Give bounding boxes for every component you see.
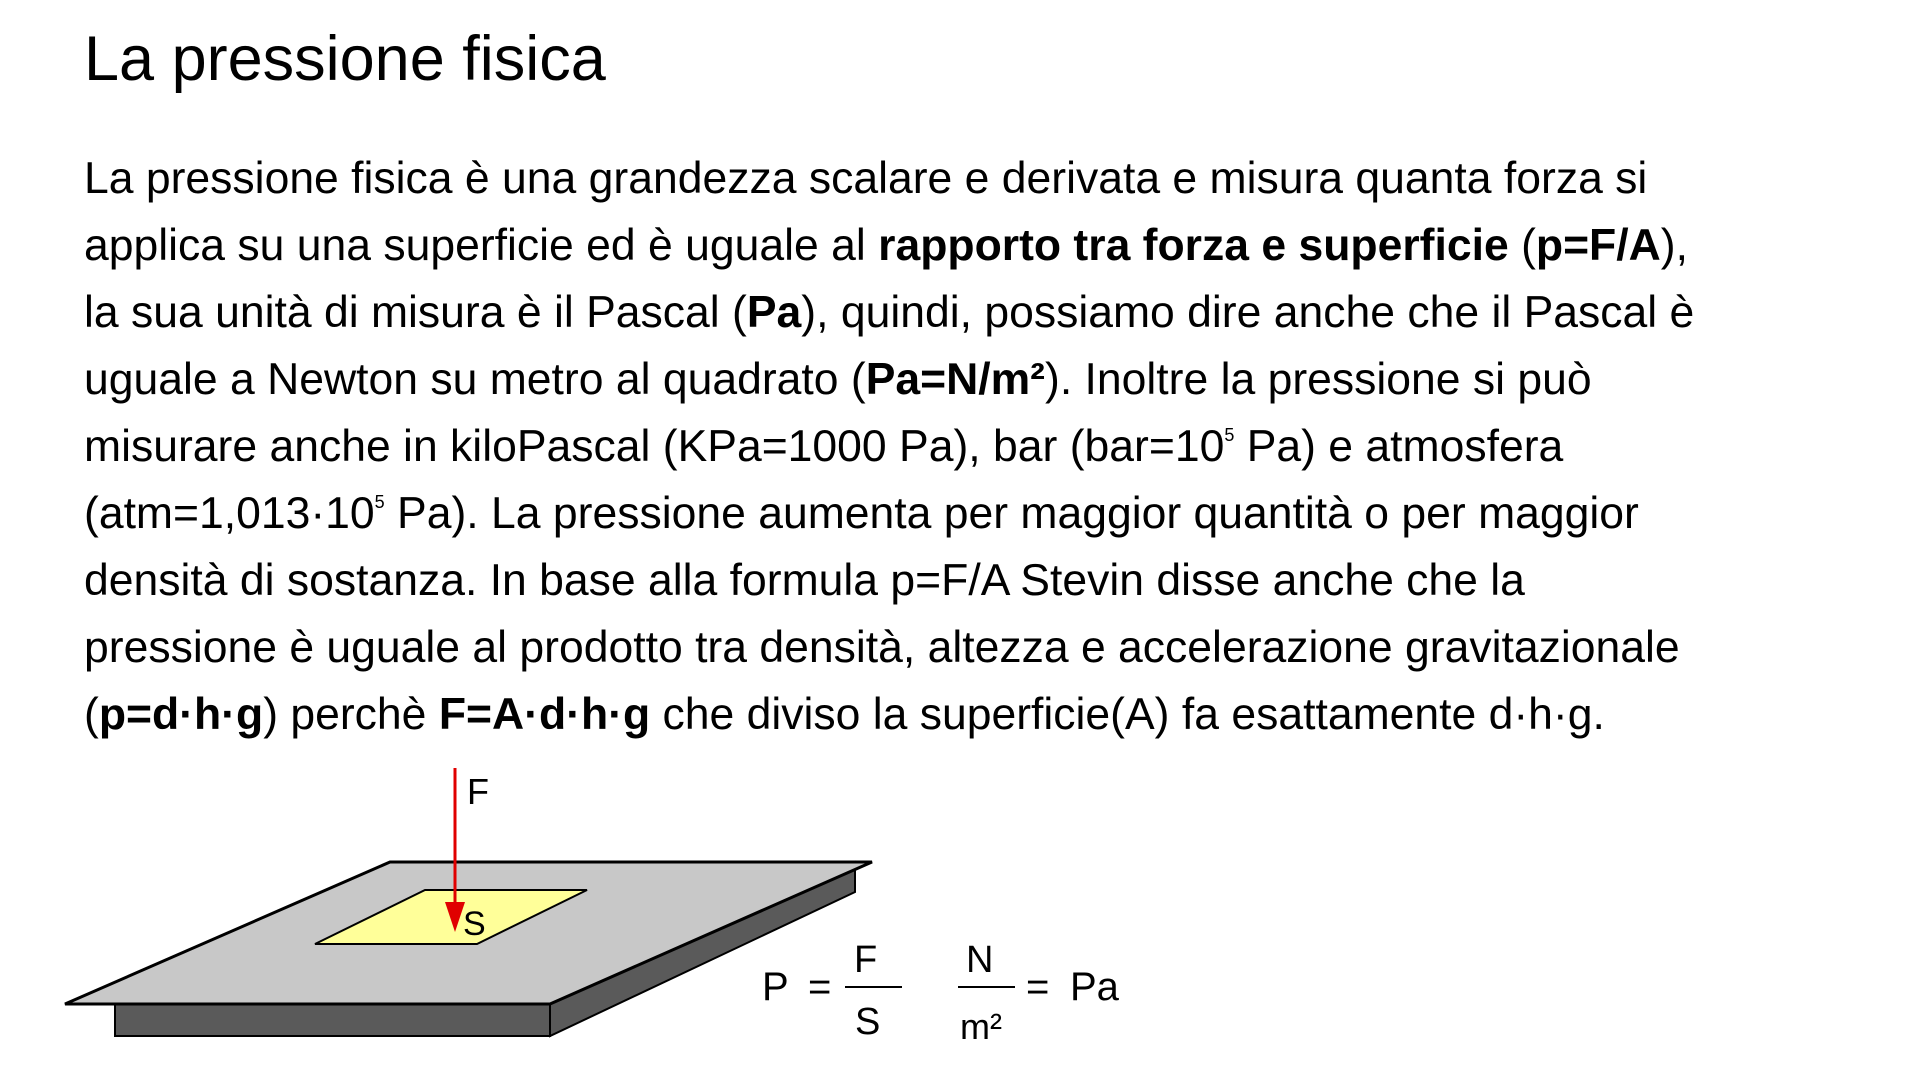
text-run: densità di sostanza. In base alla formula p=F/A Stevin disse anche che la xyxy=(84,556,1525,605)
text-run: la sua unità di misura è il Pascal ( xyxy=(84,288,747,337)
paragraph-line xyxy=(84,480,1884,547)
paragraph-line xyxy=(84,614,1884,681)
text-run: ) perchè xyxy=(263,690,439,739)
bold-text: F=A·d·h·g xyxy=(438,690,651,739)
text-run: Pa) e atmosfera xyxy=(1234,422,1564,471)
pressure-diagram-svg xyxy=(60,762,1160,1072)
bold-text: rapporto tra forza e superficie xyxy=(878,221,1509,270)
bold-text: Pa=N/m² xyxy=(865,355,1045,404)
text-run: ( xyxy=(84,690,99,739)
paragraph-line xyxy=(84,413,1884,480)
text-run: applica su una superficie ed è uguale al xyxy=(84,221,879,270)
force-label: F xyxy=(467,771,489,812)
paragraph-line xyxy=(84,145,1884,212)
text-run: La pressione fisica è una grandezza scalare e derivata e misura quanta forza si xyxy=(84,154,1648,203)
formula-numerator: F xyxy=(854,939,878,981)
plate-side xyxy=(115,1004,550,1036)
paragraph xyxy=(84,145,1884,748)
formula-p: P xyxy=(762,965,789,1009)
paragraph-line xyxy=(84,346,1884,413)
paragraph-line xyxy=(84,212,1884,279)
text-run: uguale a Newton su metro al quadrato ( xyxy=(84,355,866,404)
text-run: ), xyxy=(1660,221,1688,270)
page-title: La pressione fisica xyxy=(84,24,606,94)
bold-text: Pa xyxy=(746,288,802,337)
unit-denominator: m² xyxy=(960,1006,1002,1047)
paragraph-line xyxy=(84,279,1884,346)
text-run: Pa). La pressione aumenta per maggior quantità o per maggior xyxy=(384,489,1639,538)
surface-label: S xyxy=(463,905,486,943)
text-run: pressione è uguale al prodotto tra densità, altezza e accelerazione gravitazionale xyxy=(84,623,1680,672)
text-run: ). Inoltre la pressione si può xyxy=(1045,355,1592,404)
superscript: 5 xyxy=(374,492,385,512)
paragraph-line xyxy=(84,681,1884,748)
bold-text: p=d·h·g xyxy=(98,690,264,739)
text-run: che diviso la superficie(A) fa esattamente d·h·g. xyxy=(650,690,1605,739)
text-run: (atm=1,013·10 xyxy=(84,489,375,538)
pressure-diagram xyxy=(60,762,1160,1072)
text-run: ( xyxy=(1508,221,1536,270)
formula-denominator: S xyxy=(855,1001,881,1043)
formula-equals-1: = xyxy=(808,965,832,1009)
unit-numerator: N xyxy=(966,939,994,981)
text-run: misurare anche in kiloPascal (KPa=1000 Pa), bar (bar=10 xyxy=(84,422,1225,471)
formula-equals-2: = xyxy=(1026,965,1050,1009)
superscript: 5 xyxy=(1224,425,1235,445)
paragraph-line xyxy=(84,547,1884,614)
formula-result: Pa xyxy=(1070,965,1119,1009)
text-run: ), quindi, possiamo dire anche che il Pascal è xyxy=(801,288,1695,337)
bold-text: p=F/A xyxy=(1535,221,1661,270)
